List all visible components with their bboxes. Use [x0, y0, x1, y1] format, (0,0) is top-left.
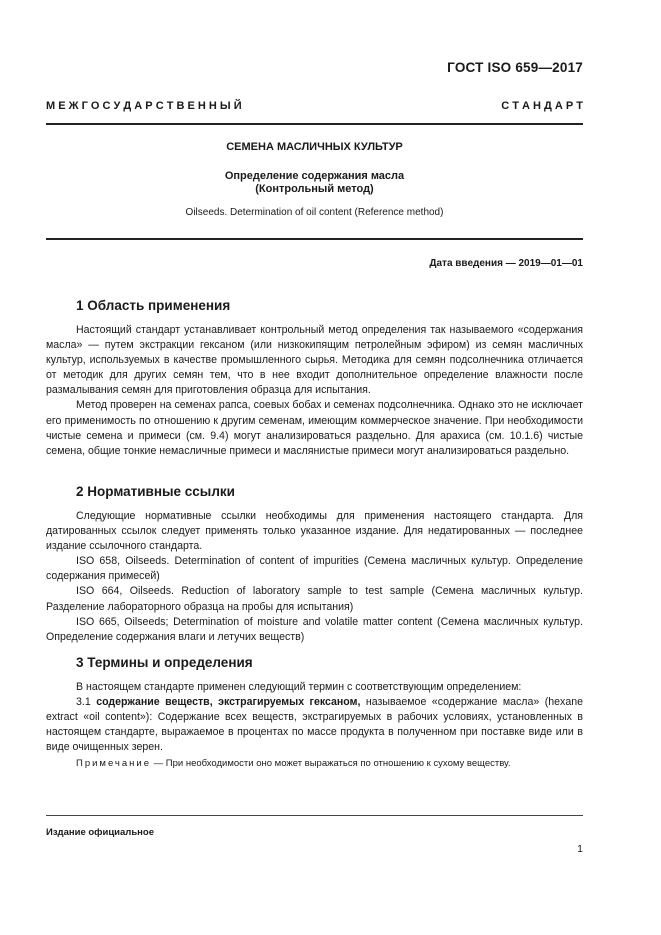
official-edition-label: Издание официальное — [46, 827, 154, 838]
page-number: 1 — [577, 843, 583, 855]
term-definition-3-1 — [46, 695, 583, 755]
section-2-reference-iso658: ISO 658, Oilseeds. Determination of content of impurities (Семена масличных культур. Определение содержания примесей) — [46, 555, 583, 583]
header-rule — [46, 123, 583, 125]
term-number: 3.1 — [76, 696, 97, 709]
section-2-reference-iso665: ISO 665, Oilseeds; Determination of moisture and volatile matter content (Семена масличных культур. Определение содержания влаги и летучих веществ) — [46, 615, 583, 643]
standard-banner — [46, 100, 583, 112]
title-rule — [46, 238, 583, 240]
document-subtitle — [46, 170, 583, 196]
banner-word-standard: С Т А Н Д А Р Т — [501, 100, 583, 112]
section-3-body — [46, 680, 583, 755]
term-definition-text: называемое «содержание масла» (hexane extract «oil content»): Содержание всех веществ, экстрагируемых в рабочих условиях, установленных в настоящем стандарте, выражаемое в процентах по массе продукта в полученном при поставке виде или в виде очищенных зерен. — [46, 696, 583, 754]
section-1-heading: 1 Область применения — [76, 298, 231, 313]
subtitle-line-1: Определение содержания масла — [224, 170, 405, 182]
subtitle-line-2: (Контрольный метод) — [255, 183, 374, 195]
section-1-body — [46, 323, 583, 459]
section-2-heading: 2 Нормативные ссылки — [76, 484, 235, 499]
section-2-reference-iso664: ISO 664, Oilseeds. Reduction of laboratory sample to test sample (Семена масличных культур. Разделение лабораторного образца на пробы для испытания) — [46, 585, 583, 613]
document-title: СЕМЕНА МАСЛИЧНЫХ КУЛЬТУР — [226, 141, 403, 153]
section-2-body — [46, 509, 583, 645]
english-title: Oilseeds. Determination of oil content (Reference method) — [185, 207, 444, 218]
standard-code: ГОСТ ISO 659—2017 — [447, 60, 583, 75]
note-text: — При необходимости оно может выражаться по отношению к сухому веществу. — [151, 758, 511, 769]
section-3-heading: 3 Термины и определения — [76, 655, 253, 670]
note-label: Примечание — [76, 758, 151, 769]
footer-rule — [46, 815, 583, 816]
section-1-paragraph-1: Настоящий стандарт устанавливает контрольный метод определения так называемого «содержания масла» — путем экстракции гексаном (или низкокипящим петролейным эфиром) из семян масличных культур, используемых в качестве промышленного сырья. Методика для семян подсолнечника отличается от методик для других семян тем, что в нее входит дополнительное определение влажности после размалывания семян для приготовления образца для испытания. — [46, 324, 583, 397]
introduction-date: Дата введения — 2019—01—01 — [429, 258, 583, 269]
section-1-paragraph-2: Метод проверен на семенах рапса, соевых бобах и семенах подсолнечника. Однако это не исключает его применимость по отношению к другим семенам, имеющим коммерческое значение. При необходимости чистые семена и примеси (см. 9.4) могут анализироваться раздельно. Для арахиса (см. 10.1.6) чистые семена, общие тонкие немасличные примеси и маслянистые примеси могут анализироваться раздельно. — [46, 399, 583, 457]
note — [76, 758, 510, 769]
term-name: содержание веществ, экстрагируемых гексаном, — [96, 696, 361, 709]
section-3-paragraph-1: В настоящем стандарте применен следующий термин с соответствующим определением: — [76, 681, 522, 693]
banner-word-interstate: М Е Ж Г О С У Д А Р С Т В Е Н Н Ы Й — [46, 100, 242, 112]
section-2-paragraph-1: Следующие нормативные ссылки необходимы для применения настоящего стандарта. Для датированных ссылок следует применять только указанное издание. Для недатированных — последнее издание ссылочного стандарта. — [46, 510, 583, 553]
